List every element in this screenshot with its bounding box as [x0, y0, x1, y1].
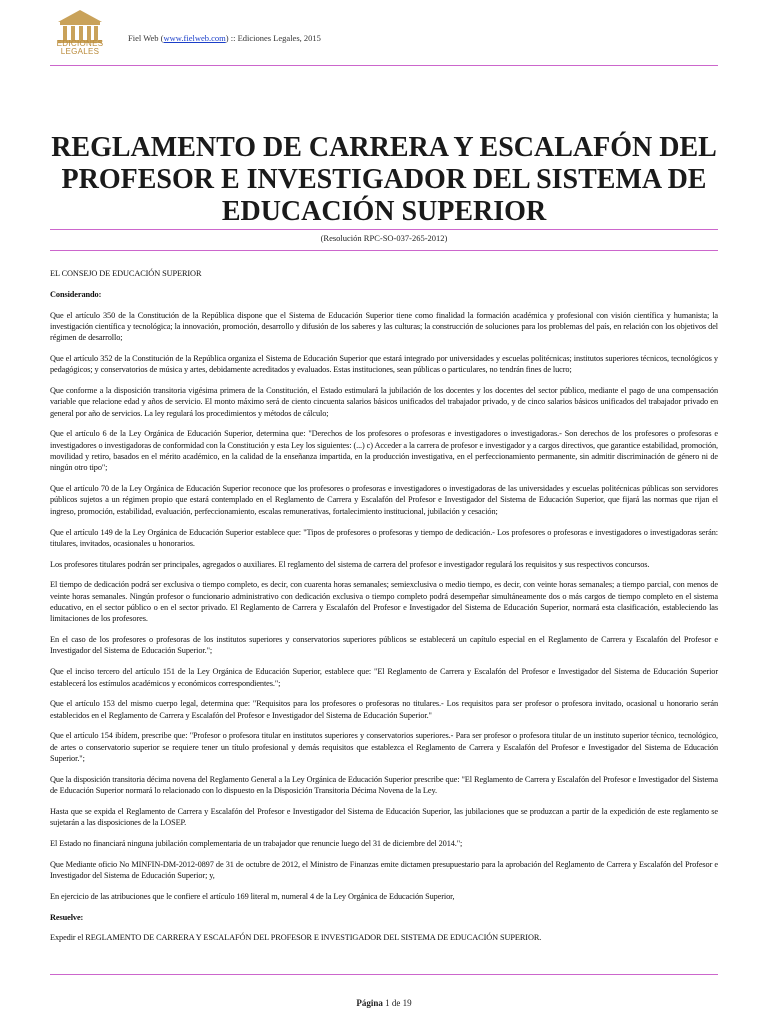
title-divider — [50, 229, 718, 230]
paragraph: Resuelve: — [50, 912, 84, 922]
paragraph: Considerando: — [50, 289, 102, 299]
paragraph: Los profesores titulares podrán ser principales, agregados o auxiliares. El reglamento del sistema de carrera del profesor e investigador regulará los requisitos y sus respectivos concursos. — [50, 559, 650, 569]
paragraph: Que el artículo 350 de la Constitución de la República dispone que el Sistema de Educación Superior tiene como finalidad la formación académica y profesional con visión científica y humanista; la investigación científica y tecnológica; la innovación, promoción, desarrollo y difusión de los saberes y las culturas; la construcción de soluciones para los problemas del país, en relación con los objetivos del régimen de desarrollo; — [50, 310, 718, 343]
paragraph: EL CONSEJO DE EDUCACIÓN SUPERIOR — [50, 269, 202, 278]
paragraph: Que el artículo 352 de la Constitución de la República organiza el Sistema de Educación Superior que estará integrado por universidades y escuelas politécnicas; institutos superiores técnicos, tecnológicos y pedagógicos; y conservatorios de música y artes, debidamente acreditados y evaluados. Estas instituciones, sean públicas o particulares, no tendrán fines de lucro; — [50, 353, 718, 375]
header-divider — [50, 65, 718, 66]
fielweb-link[interactable]: www.fielweb.com — [163, 33, 226, 43]
paragraph: En ejercicio de las atribuciones que le confiere el artículo 169 literal m, numeral 4 de la Ley Orgánica de Educación Superior, — [50, 891, 455, 901]
footer-divider — [50, 974, 718, 975]
document-title: REGLAMENTO DE CARRERA Y ESCALAFÓN DEL PROFESOR E INVESTIGADOR DEL SISTEMA DE EDUCACIÓN SUPERIOR — [51, 132, 717, 227]
paragraph: El Estado no financiará ninguna jubilación complementaria de un trabajador que renuncie luego del 31 de diciembre del 2014."; — [50, 838, 463, 848]
paragraph: En el caso de los profesores o profesoras de los institutos superiores y conservatorios superiores públicos se establecerá un capítulo especial en el Reglamento de Carrera y Escalafón del Profesor e Investigador del Sistema de Educación Superior."; — [50, 635, 718, 656]
paragraph: Hasta que se expida el Reglamento de Carrera y Escalafón del Profesor e Investigador del Sistema de Educación Superior, las jubilaciones que se produzcan a partir de la expedición de este reglamento se sujetarán a las disposiciones de la LOSEP. — [50, 806, 718, 828]
paragraph: El tiempo de dedicación podrá ser exclusiva o tiempo completo, es decir, con cuarenta horas semanales; semiexclusiva o medio tiempo, es decir, con veinte horas semanales; a tiempo parcial, con menos de veinte horas semanales. Ningún profesor o funcionario administrativo con dedicación exclusiva o tiempo completo podrá desempeñar simultáneamente dos o más cargos de tiempo completo en el sistema educativo, en el sector público o en el sector privado. El Reglamento de Carrera y Escalafón del Profesor e Investigador del Sistema de Educación Superior, normará esta clasificación, estableciendo las limitaciones de los profesores. — [50, 580, 718, 624]
page-footer: Página 1 de 19 — [356, 998, 412, 1008]
header-source: Fiel Web (www.fielweb.com) :: Ediciones Legales, 2015 — [128, 33, 321, 43]
resolution-number: (Resolución RPC-SO-037-265-2012) — [320, 233, 448, 243]
paragraph: Que el inciso tercero del artículo 151 de la Ley Orgánica de Educación Superior, establece que: "El Reglamento de Carrera y Escalafón del Profesor e Investigador del Sistema de Educación Superior establecerá los estímulos académicos y económicos correspondientes."; — [50, 667, 718, 688]
page-header — [0, 0, 768, 66]
paragraph: Que la disposición transitoria décima novena del Reglamento General a la Ley Orgánica de Educación Superior prescribe que: "El Reglamento de Carrera y Escalafón del Profesor e Investigador del Sistema de Educación Superior normará lo relacionado con lo dispuesto en la Disposición Transitoria Décima Novena de la Ley. — [50, 774, 718, 796]
resolution-divider — [50, 250, 718, 251]
paragraph: Que el artículo 149 de la Ley Orgánica de Educación Superior establece que: "Tipos de profesores o profesoras y tiempo de dedicación.- Los profesores o profesoras e investigadores o investigadoras serán: titulares, invitados, ocasionales u honorarios. — [50, 527, 718, 548]
document-body — [50, 268, 718, 953]
paragraph: Que conforme a la disposición transitoria vigésima primera de la Constitución, el Estado estimulará la jubilación de los docentes y los docentes del sector público, mediante el pago de una compensación variable que relacione edad y años de servicio. El monto máximo será de ciento cincuenta salarios básicos unificados del trabajador privado, y de cinco salarios básicos unificados del trabajador privado en general por año de servicios. La ley regulará los procedimientos y métodos de cálculo; — [50, 386, 718, 418]
logo-wordmark: EDICIONES LEGALES — [56, 39, 104, 56]
paragraph: Expedir el REGLAMENTO DE CARRERA Y ESCALAFÓN DEL PROFESOR E INVESTIGADOR DEL SISTEMA DE EDUCACIÓN SUPERIOR. — [50, 933, 542, 943]
paragraph: Que el artículo 153 del mismo cuerpo legal, determina que: "Requisitos para los profesores o profesoras no titulares.- Los requisitos para ser profesor o profesora invitado, ocasional u honorario serán establecidos en el Reglamento de Carrera y Escalafón del Profesor e Investigador del Sistema de Educación Superior." — [50, 699, 718, 720]
paragraph: Que el artículo 6 de la Ley Orgánica de Educación Superior, determina que: "Derechos de los profesores o profesoras e investigadores o investigadoras.- Son derechos de los profesores o profesoras e investigadores o investigadoras de conformidad con la Constitución y esta Ley los siguientes: (...) c) Acceder a la carrera de profesor e investigador y a cargos directivos, que garantice estabilidad, promoción, movilidad y retiro, basados en el mérito académico, en la calidad de la enseñanza impartida, en la producción investigativa, en el perfeccionamiento permanente, sin admitir discriminación de género ni de ningún otro tipo"; — [50, 429, 718, 473]
paragraph: Que el artículo 154 ibídem, prescribe que: "Profesor o profesora titular en institutos superiores y conservatorios superiores.- Para ser profesor o profesora titular de un instituto superior técnico, tecnológico, de artes o conservatorio superior se requiere tener un título profesional y demás requisitos que establezca el Reglamento de Carrera y Escalafón del Profesor e Investigador del Sistema de Educación Superior."; — [50, 731, 718, 763]
paragraph: Que Mediante oficio No MINFIN-DM-2012-0897 de 31 de octubre de 2012, el Ministro de Finanzas emite dictamen presupuestario para la aprobación del Reglamento de Carrera y Escalafón del Profesor e Investigador del Sistema de Educación Superior; y, — [50, 859, 718, 881]
paragraph: Que el artículo 70 de la Ley Orgánica de Educación Superior reconoce que los profesores o profesoras e investigadores o investigadoras de las universidades y escuelas politécnicas públicas son servidores públicos sujetos a un régimen propio que estará contemplado en el Reglamento de Carrera y Escalafón del Profesor e Investigador del Sistema de Educación Superior, que fijará las normas que rijan el ingreso, promoción, estabilidad, evaluación, perfeccionamiento, escalas remunerativas, fortalecimiento institucional, jubilación y cesación; — [50, 484, 718, 516]
